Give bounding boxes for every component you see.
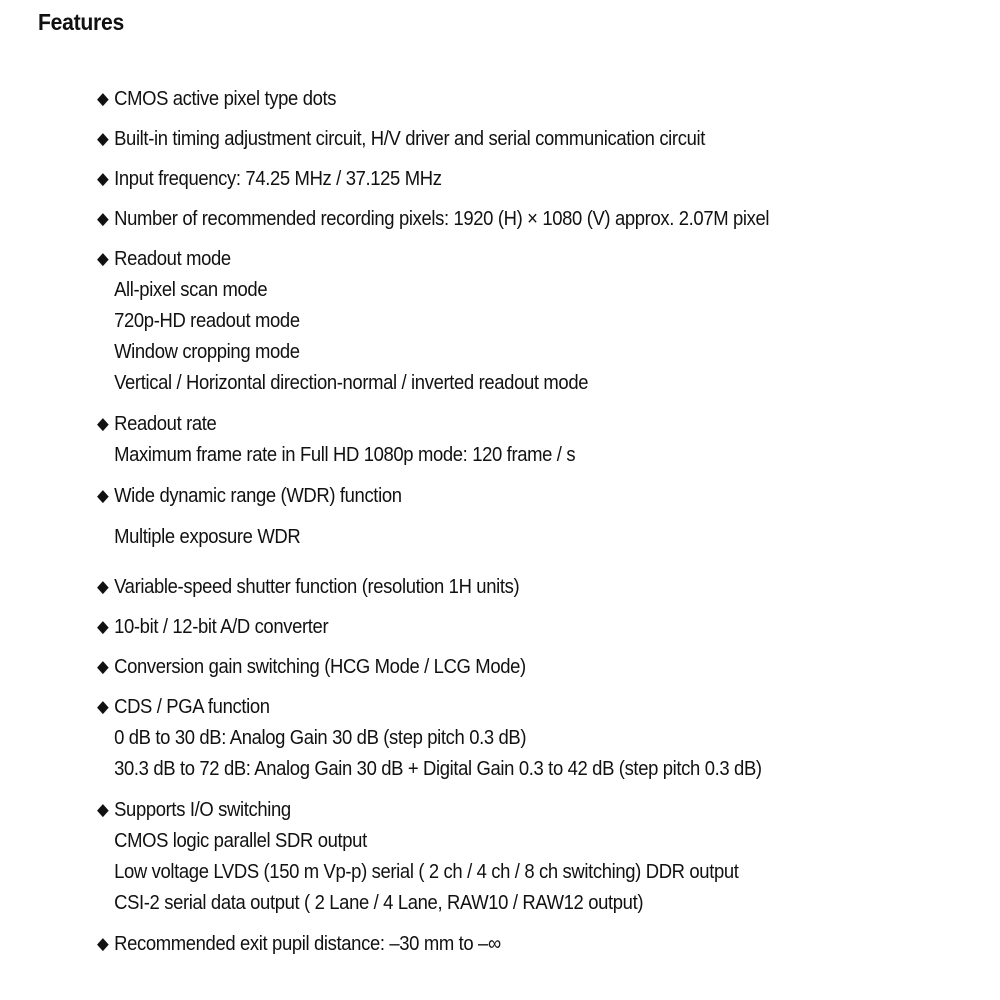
- feature-item: [97, 243, 977, 398]
- feature-list: [97, 74, 977, 959]
- feature-item: [97, 611, 977, 642]
- bullet-diamond-icon: ◆: [97, 414, 109, 433]
- feature-label: CMOS active pixel type dots: [114, 87, 337, 110]
- bullet-diamond-icon: ◆: [97, 249, 109, 268]
- feature-heading: [97, 243, 889, 274]
- feature-heading: [97, 123, 889, 154]
- feature-label: Conversion gain switching (HCG Mode / LCG Mode): [114, 655, 526, 678]
- feature-detail: 0 dB to 30 dB: Analog Gain 30 dB (step pitch 0.3 dB): [114, 726, 527, 749]
- page-title: Features: [38, 9, 125, 35]
- feature-heading: [97, 83, 889, 114]
- feature-label: Number of recommended recording pixels: 1920 (H) × 1080 (V) approx. 2.07M pixel: [114, 207, 770, 230]
- feature-item: [97, 928, 977, 959]
- feature-item: [97, 123, 977, 154]
- feature-detail: Vertical / Horizontal direction-normal / inverted readout mode: [114, 371, 589, 394]
- feature-heading: [97, 928, 889, 959]
- feature-item: [97, 408, 977, 470]
- feature-item: [97, 794, 977, 918]
- bullet-diamond-icon: ◆: [97, 697, 109, 716]
- feature-item: [97, 83, 977, 114]
- feature-item: [97, 651, 977, 682]
- feature-label: Variable-speed shutter function (resolution 1H units): [114, 575, 520, 598]
- feature-item: [97, 203, 977, 234]
- feature-label: Wide dynamic range (WDR) function: [114, 484, 402, 507]
- bullet-diamond-icon: ◆: [97, 800, 109, 819]
- feature-heading: [97, 571, 889, 602]
- feature-detail: Low voltage LVDS (150 m Vp-p) serial ( 2 ch / 4 ch / 8 ch switching) DDR output: [114, 860, 739, 883]
- feature-heading: [97, 611, 889, 642]
- feature-detail: Window cropping mode: [114, 340, 300, 363]
- feature-heading: [97, 794, 889, 825]
- bullet-diamond-icon: ◆: [97, 129, 109, 148]
- feature-label: 10-bit / 12-bit A/D converter: [114, 615, 329, 638]
- feature-item: [97, 691, 977, 784]
- feature-label: Readout mode: [114, 247, 231, 270]
- bullet-diamond-icon: ◆: [97, 486, 109, 505]
- feature-label: Built-in timing adjustment circuit, H/V driver and serial communication circuit: [114, 127, 705, 150]
- bullet-diamond-icon: ◆: [97, 617, 109, 636]
- feature-heading: [97, 163, 889, 194]
- bullet-diamond-icon: ◆: [97, 89, 109, 108]
- feature-detail: 30.3 dB to 72 dB: Analog Gain 30 dB + Digital Gain 0.3 to 42 dB (step pitch 0.3 dB): [114, 757, 762, 780]
- feature-label: Supports I/O switching: [114, 798, 291, 821]
- feature-label: Recommended exit pupil distance: –30 mm to –∞: [114, 932, 501, 955]
- feature-detail: Maximum frame rate in Full HD 1080p mode: 120 frame / s: [114, 443, 576, 466]
- feature-heading: [97, 203, 889, 234]
- feature-heading: [97, 691, 889, 722]
- bullet-diamond-icon: ◆: [97, 577, 109, 596]
- feature-item: [97, 571, 977, 602]
- feature-detail: Multiple exposure WDR: [114, 525, 301, 548]
- feature-heading: [97, 480, 889, 511]
- feature-label: Input frequency: 74.25 MHz / 37.125 MHz: [114, 167, 442, 190]
- feature-heading: [97, 408, 889, 439]
- feature-item: [97, 163, 977, 194]
- feature-item: [97, 480, 977, 552]
- bullet-diamond-icon: ◆: [97, 169, 109, 188]
- bullet-diamond-icon: ◆: [97, 657, 109, 676]
- feature-detail: CSI-2 serial data output ( 2 Lane / 4 Lane, RAW10 / RAW12 output): [114, 891, 644, 914]
- feature-detail: 720p-HD readout mode: [114, 309, 300, 332]
- feature-label: CDS / PGA function: [114, 695, 270, 718]
- feature-detail: All-pixel scan mode: [114, 278, 268, 301]
- feature-detail: CMOS logic parallel SDR output: [114, 829, 367, 852]
- feature-label: Readout rate: [114, 412, 217, 435]
- bullet-diamond-icon: ◆: [97, 934, 109, 953]
- bullet-diamond-icon: ◆: [97, 209, 109, 228]
- feature-heading: [97, 651, 889, 682]
